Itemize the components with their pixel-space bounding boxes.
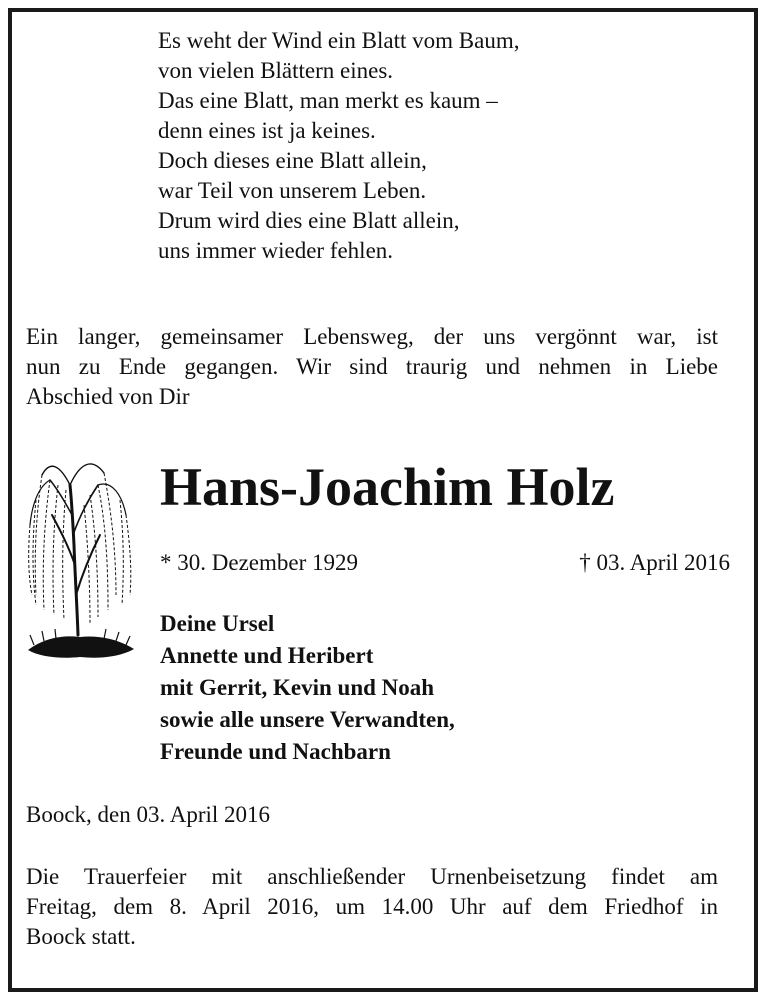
poem-line: denn eines ist ja keines. bbox=[158, 118, 376, 143]
mourner-line: Deine Ursel bbox=[160, 611, 275, 636]
mourner-line: Annette und Heribert bbox=[160, 643, 374, 668]
intro-text bbox=[26, 322, 718, 412]
poem-line: Drum wird dies eine Blatt allein, bbox=[158, 208, 460, 233]
place-date: Boock, den 03. April 2016 bbox=[26, 802, 271, 827]
weeping-willow-icon bbox=[20, 445, 140, 685]
birth-date: * 30. Dezember 1929 bbox=[160, 550, 358, 575]
mourners-list bbox=[160, 608, 455, 768]
poem-line: Das eine Blatt, man merkt es kaum – bbox=[158, 88, 498, 113]
funeral-line: Boock statt. bbox=[26, 924, 136, 949]
poem-line: Es weht der Wind ein Blatt vom Baum, bbox=[158, 28, 520, 53]
funeral-notice bbox=[26, 862, 718, 952]
mourner-line: Freunde und Nachbarn bbox=[160, 739, 391, 764]
poem-line: Doch dieses eine Blatt allein, bbox=[158, 148, 427, 173]
poem-line: war Teil von unserem Leben. bbox=[158, 178, 427, 203]
intro-line: Ein langer, gemeinsamer Lebensweg, der uns vergönnt war, ist bbox=[26, 324, 718, 349]
funeral-line: Freitag, dem 8. April 2016, um 14.00 Uhr auf dem Friedhof in bbox=[26, 894, 718, 919]
intro-line: nun zu Ende gegangen. Wir sind traurig und nehmen in Liebe bbox=[26, 354, 718, 379]
poem-line: von vielen Blättern eines. bbox=[158, 58, 394, 83]
intro-line: Abschied von Dir bbox=[26, 384, 190, 409]
mourner-line: mit Gerrit, Kevin und Noah bbox=[160, 675, 435, 700]
poem bbox=[158, 26, 520, 266]
mourner-line: sowie alle unsere Verwandten, bbox=[160, 707, 455, 732]
funeral-line: Die Trauerfeier mit anschließender Urnenbeisetzung findet am bbox=[26, 864, 718, 889]
deceased-name: Hans-Joachim Holz bbox=[160, 457, 615, 517]
death-date: † 03. April 2016 bbox=[579, 550, 730, 575]
poem-line: uns immer wieder fehlen. bbox=[158, 238, 394, 263]
